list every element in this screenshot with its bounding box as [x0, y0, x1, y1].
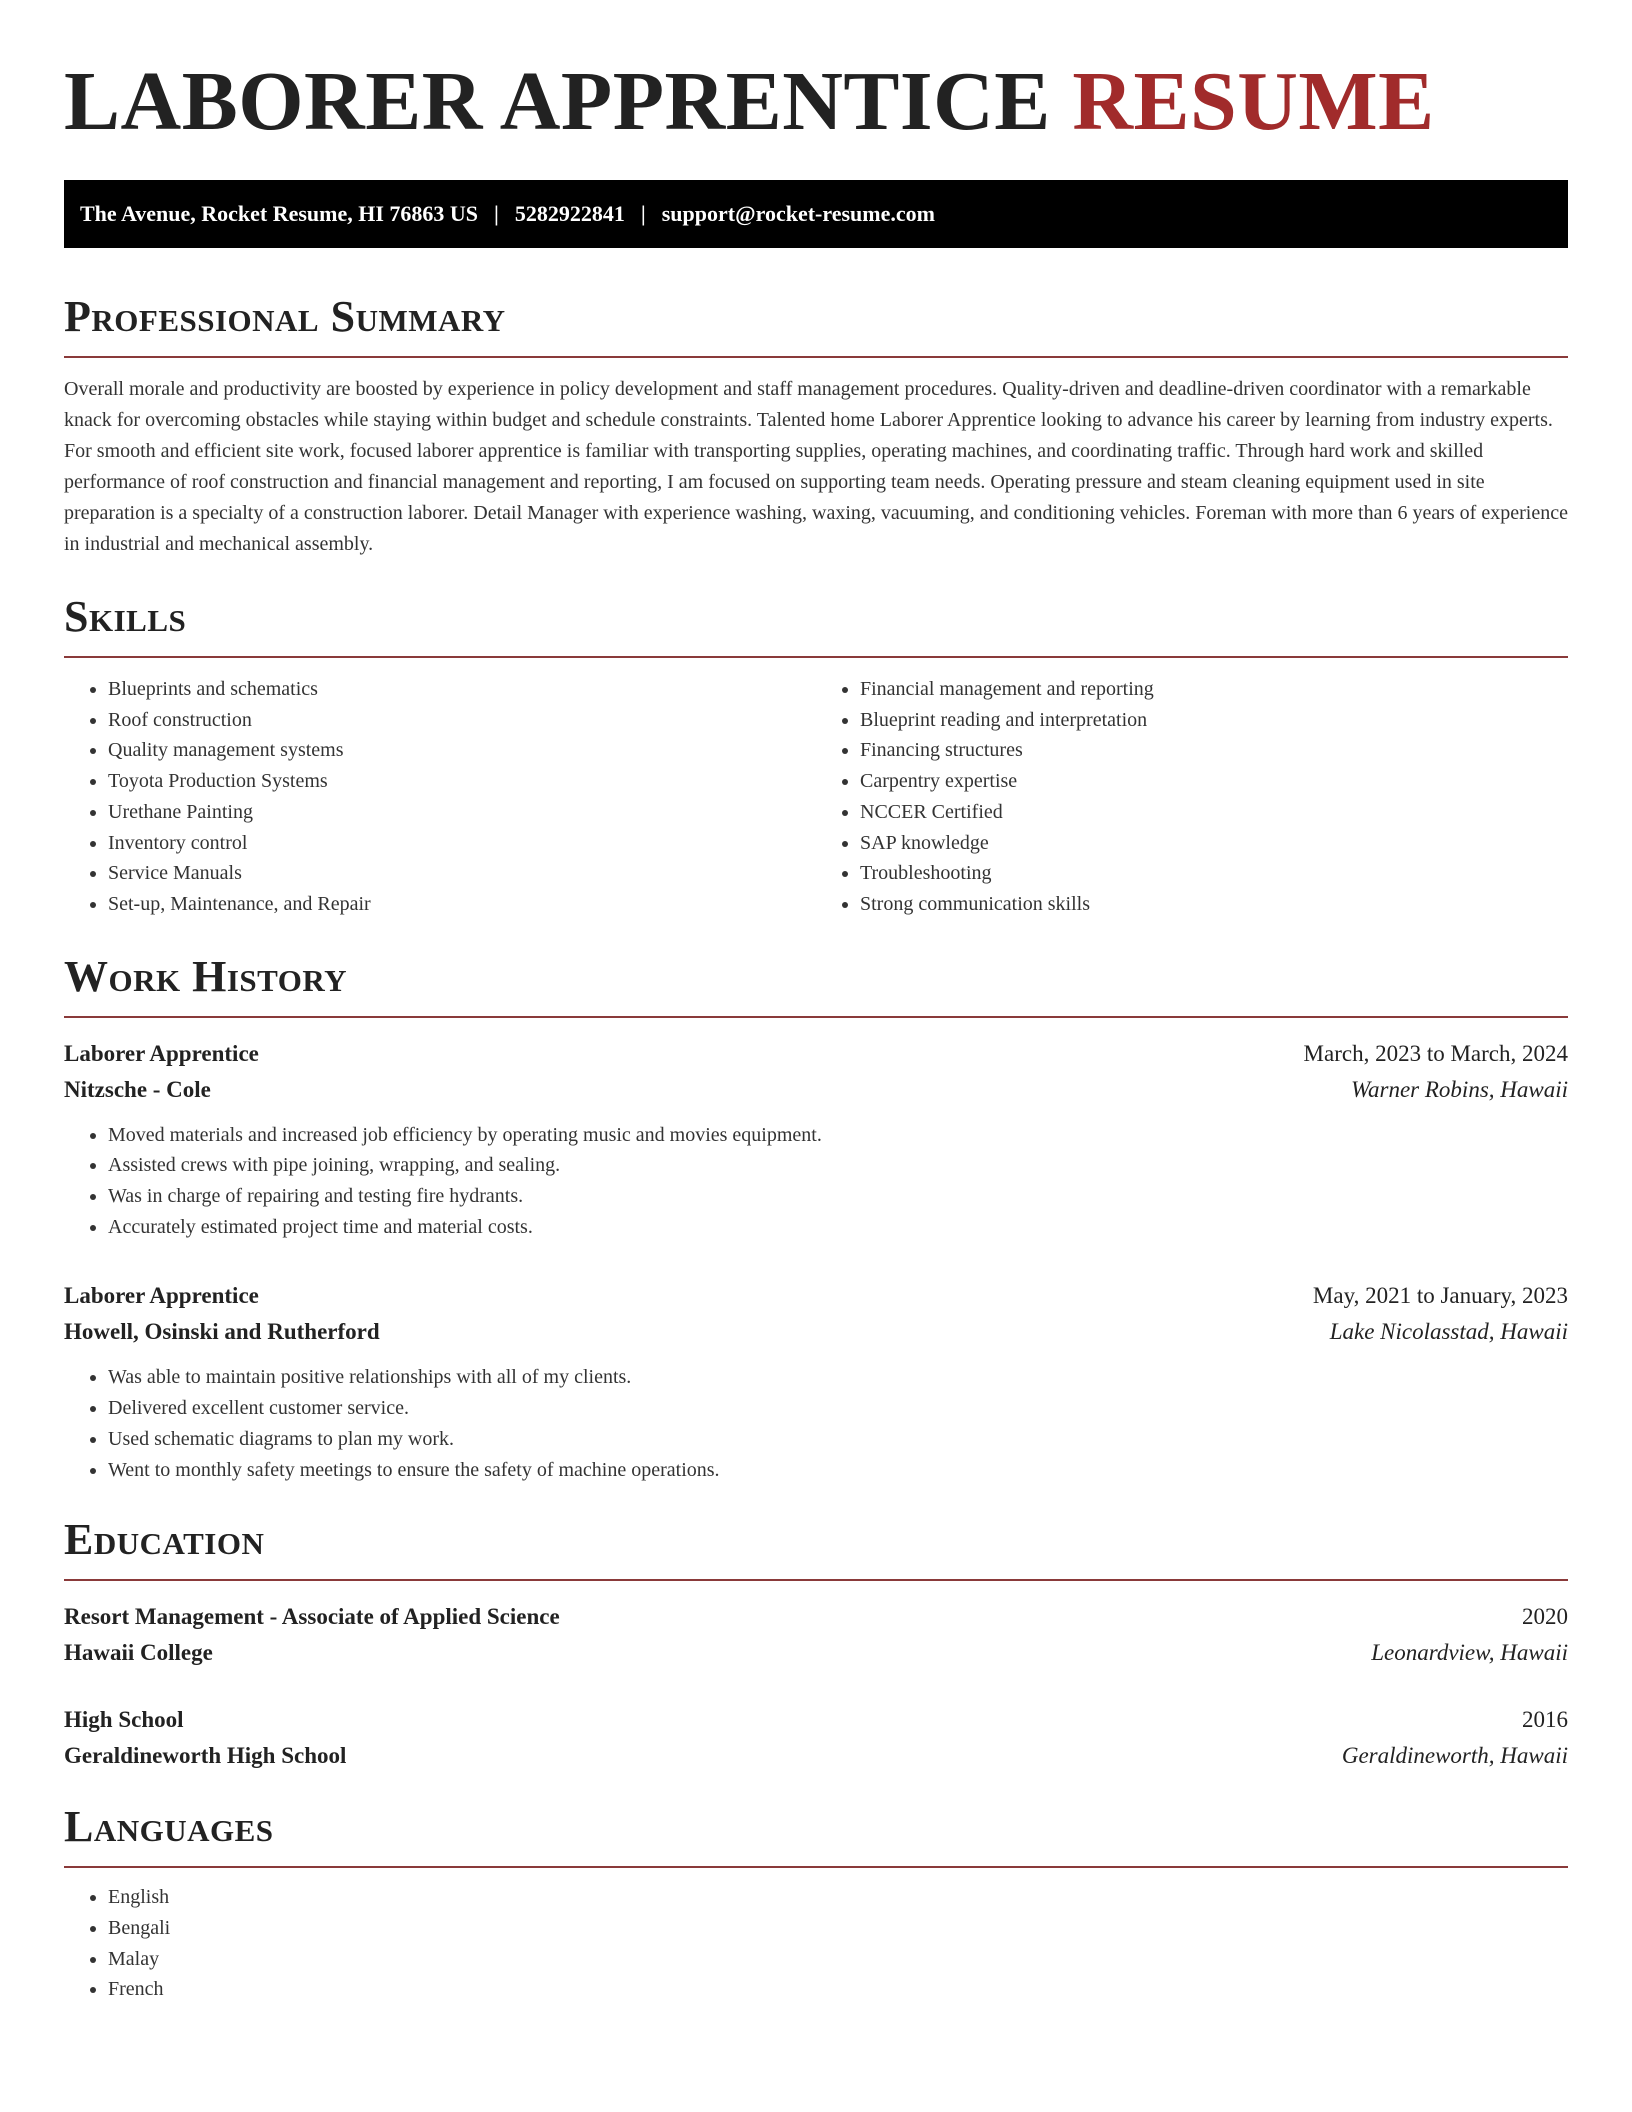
education-degree: High School — [64, 1707, 184, 1733]
education-school: Geraldineworth High School — [64, 1743, 347, 1769]
job-entry — [64, 1278, 1568, 1485]
job-entry — [64, 1036, 1568, 1243]
section-title-skills: Skills — [64, 592, 187, 641]
language-item: • Malay — [108, 1944, 1568, 1975]
job-duties-list — [64, 1120, 1568, 1243]
job-title: Laborer Apprentice — [64, 1040, 259, 1066]
job-duty: • Delivered excellent customer service. — [108, 1393, 1568, 1424]
education-school: Hawaii College — [64, 1640, 213, 1666]
education-year: 2020 — [1522, 1604, 1568, 1630]
contact-separator: | — [640, 201, 646, 226]
skill-item: • Service Manuals — [108, 858, 816, 889]
skill-item: • Financing structures — [860, 735, 1568, 766]
skills-column-left — [64, 674, 816, 920]
skill-item: • Inventory control — [108, 828, 816, 859]
job-title: Laborer Apprentice — [64, 1283, 259, 1309]
job-dates: March, 2023 to March, 2024 — [1303, 1040, 1568, 1066]
education-location: Geraldineworth, Hawaii — [1341, 1743, 1568, 1769]
education-location: Leonardview, Hawaii — [1371, 1640, 1568, 1666]
education-section — [64, 1515, 1568, 1774]
job-company: Howell, Osinski and Rutherford — [64, 1319, 380, 1345]
education-degree-row — [64, 1599, 1568, 1635]
contact-bar — [64, 180, 1568, 248]
language-item: • English — [108, 1882, 1568, 1913]
job-duty: • Was able to maintain positive relationships with all of my clients. — [108, 1362, 1568, 1393]
job-location: Warner Robins, Hawaii — [1350, 1076, 1568, 1102]
section-divider — [64, 1579, 1568, 1581]
job-location: Lake Nicolasstad, Hawaii — [1329, 1319, 1568, 1345]
skill-item: • Roof construction — [108, 705, 816, 736]
skill-item: • Carpentry expertise — [860, 766, 1568, 797]
section-divider — [64, 356, 1568, 358]
contact-address: The Avenue, Rocket Resume, HI 76863 US — [80, 201, 479, 226]
section-divider — [64, 1016, 1568, 1018]
skills-columns — [64, 674, 1568, 920]
education-school-row — [64, 1738, 1568, 1774]
skills-list-right — [816, 674, 1568, 920]
job-duty: • Was in charge of repairing and testing fire hydrants. — [108, 1181, 1568, 1212]
skill-item: • SAP knowledge — [860, 828, 1568, 859]
language-item: • French — [108, 1974, 1568, 2005]
skills-list-left — [64, 674, 816, 920]
skill-item: • Quality management systems — [108, 735, 816, 766]
section-title-summary: Professional Summary — [64, 292, 506, 341]
job-duty: • Assisted crews with pipe joining, wrapping, and sealing. — [108, 1150, 1568, 1181]
job-title-row — [64, 1278, 1568, 1314]
education-entry — [64, 1702, 1568, 1774]
education-degree: Resort Management - Associate of Applied Science — [64, 1604, 560, 1630]
skills-section — [64, 592, 1568, 920]
job-duty: • Accurately estimated project time and material costs. — [108, 1212, 1568, 1243]
contact-email: support@rocket-resume.com — [661, 201, 935, 226]
skill-item: • Urethane Painting — [108, 797, 816, 828]
job-duty: • Went to monthly safety meetings to ensure the safety of machine operations. — [108, 1455, 1568, 1486]
section-divider — [64, 1866, 1568, 1868]
section-title-work-history: Work History — [64, 951, 348, 1001]
skill-item: • Financial management and reporting — [860, 674, 1568, 705]
summary-text: Overall morale and productivity are boosted by experience in policy development and staff management procedures. Quality-driven and deadline-driven coordinator with a remarkable knack for overcoming obstacles while staying within budget and schedule constraints. Talented home Laborer Apprentice looking to advance his career by learning from industry experts. For smooth and efficient site work, focused laborer apprentice is familiar with transporting supplies, operating machines, and coordinating traffic. Through hard work and skilled performance of roof construction and financial management and reporting, I am focused on supporting team needs. Operating pressure and steam cleaning equipment used in site preparation is a specialty of a construction laborer. Detail Manager with experience washing, waxing, vacuuming, and conditioning vehicles. Foreman with more than 6 years of experience in industrial and mechanical assembly. — [64, 378, 1568, 555]
job-company: Nitzsche - Cole — [64, 1076, 211, 1102]
title-main: LABORER APPRENTICE — [64, 55, 1051, 148]
skill-item: • Toyota Production Systems — [108, 766, 816, 797]
language-item: • Bengali — [108, 1913, 1568, 1944]
job-duty: • Used schematic diagrams to plan my work. — [108, 1424, 1568, 1455]
job-dates: May, 2021 to January, 2023 — [1312, 1283, 1568, 1309]
skill-item: • Blueprint reading and interpretation — [860, 705, 1568, 736]
job-title-row — [64, 1036, 1568, 1072]
resume-title — [64, 52, 1568, 152]
section-title-education: Education — [64, 1515, 265, 1565]
skills-column-right — [816, 674, 1568, 920]
contact-phone: 5282922841 — [514, 201, 625, 226]
languages-section — [64, 1802, 1568, 2005]
work-history-section — [64, 952, 1568, 1486]
skill-item: • Strong communication skills — [860, 889, 1568, 920]
job-duties-list — [64, 1362, 1568, 1485]
education-degree-row — [64, 1702, 1568, 1738]
job-duty: • Moved materials and increased job efficiency by operating music and movies equipment. — [108, 1120, 1568, 1151]
education-entry — [64, 1599, 1568, 1671]
section-divider — [64, 656, 1568, 658]
education-school-row — [64, 1635, 1568, 1671]
skill-item: • NCCER Certified — [860, 797, 1568, 828]
skill-item: • Set-up, Maintenance, and Repair — [108, 889, 816, 920]
skill-item: • Troubleshooting — [860, 858, 1568, 889]
skill-item: • Blueprints and schematics — [108, 674, 816, 705]
summary-section — [64, 292, 1568, 560]
languages-list — [64, 1882, 1568, 2005]
education-year: 2016 — [1522, 1707, 1568, 1733]
job-company-row — [64, 1072, 1568, 1108]
contact-separator: | — [494, 201, 499, 226]
title-accent: RESUME — [1072, 55, 1435, 148]
section-title-languages: Languages — [64, 1802, 274, 1852]
job-company-row — [64, 1314, 1568, 1350]
